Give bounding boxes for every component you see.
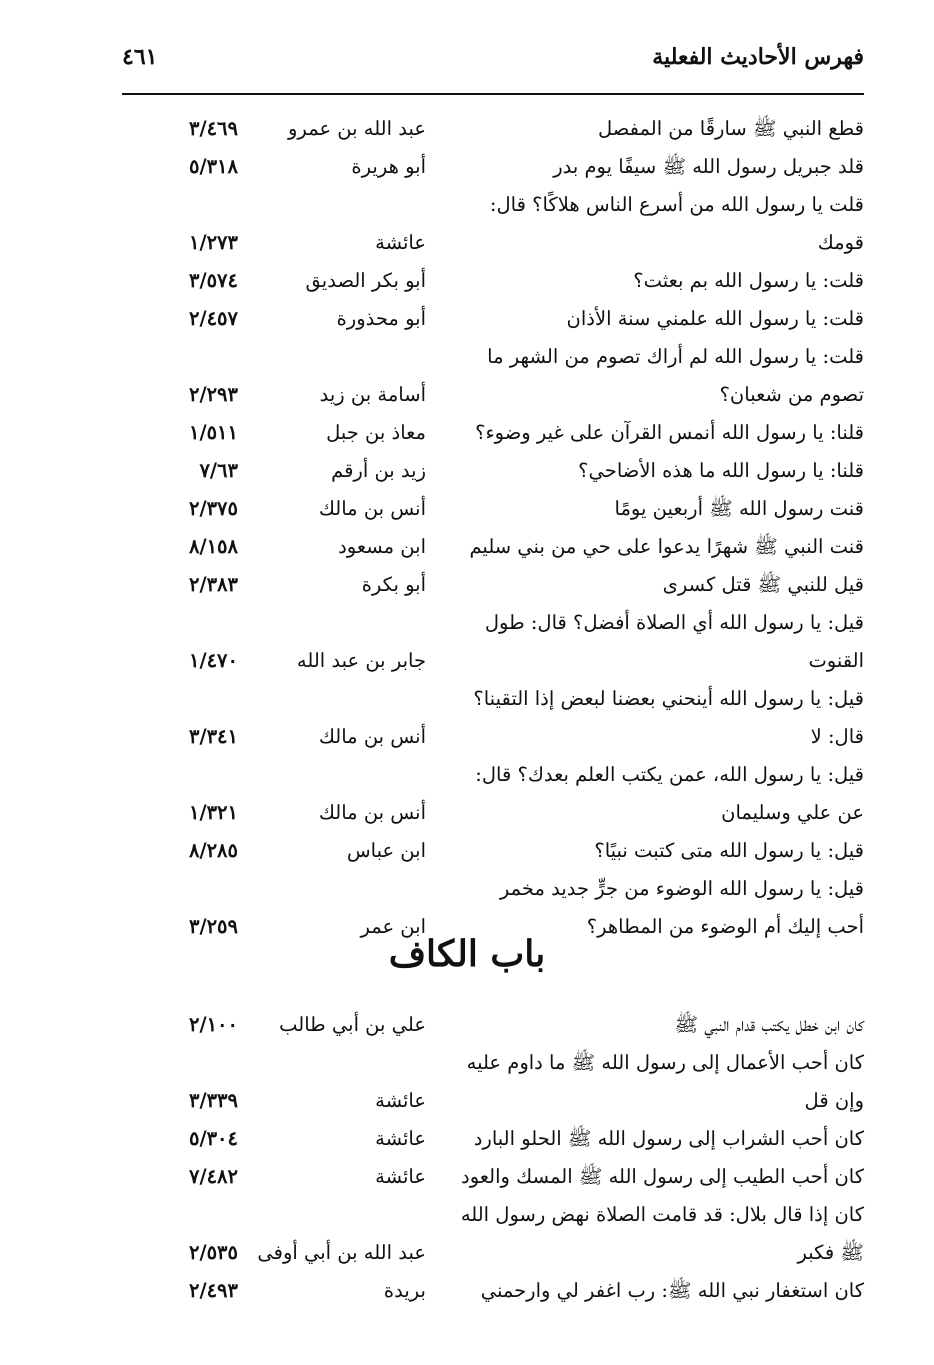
running-title: فهرس الأحاديث الفعلية <box>652 44 864 70</box>
index-entry-row <box>0 1006 934 1044</box>
narrator: أبو هريرة <box>351 155 426 178</box>
hadith-text: قومك <box>817 231 864 254</box>
hadith-text: قيل: يا رسول الله الوضوء من جرٍّ جديد مخمر <box>499 877 864 900</box>
narrator: عائشة <box>375 231 426 254</box>
volume-page-reference: ٢/١٠٠ <box>188 1013 238 1036</box>
index-entry-row <box>0 148 934 186</box>
index-entry-row <box>0 186 934 224</box>
index-entry-continuation <box>0 718 934 756</box>
hadith-text: قيل: يا رسول الله أينحني بعضنا لبعض إذا التقينا؟ <box>473 687 864 710</box>
section-title: باب الكاف <box>388 933 546 975</box>
volume-page-reference: ٢/٤٥٧ <box>188 307 238 330</box>
hadith-text: وإن قل <box>804 1089 864 1112</box>
hadith-text: قلت: يا رسول الله بم بعثت؟ <box>633 269 864 292</box>
index-entry-row <box>0 262 934 300</box>
hadith-text: قنت رسول الله ﷺ أربعين يومًا <box>614 497 864 520</box>
hadith-text: قال: لا <box>810 725 864 748</box>
index-entry-continuation <box>0 642 934 680</box>
hadith-text: عن علي وسليمان <box>721 801 864 824</box>
narrator: عائشة <box>375 1127 426 1150</box>
volume-page-reference: ٨/١٥٨ <box>188 535 238 558</box>
hadith-text: قلت: يا رسول الله علمني سنة الأذان <box>566 307 864 330</box>
index-entry-row <box>0 566 934 604</box>
volume-page-reference: ٥/٣٠٤ <box>188 1127 238 1150</box>
hadith-text: قلت يا رسول الله من أسرع الناس هلاكًا؟ قال: <box>489 193 864 216</box>
page-header <box>122 38 864 82</box>
hadith-text: قلنا: يا رسول الله ما هذه الأضاحي؟ <box>578 459 864 482</box>
narrator: أبو محذورة <box>336 307 426 330</box>
hadith-text: أحب إليك أم الوضوء من المطاهر؟ <box>586 915 864 938</box>
index-entry-row <box>0 338 934 376</box>
index-entry-row <box>0 452 934 490</box>
volume-page-reference: ١/٥١١ <box>188 421 238 444</box>
hadith-text: كان ابن خطل يكتب قدام النبي ﷺ <box>674 1013 864 1036</box>
hadith-text: كان استغفار نبي الله ﷺ: رب اغفر لي وارحمني <box>480 1279 864 1302</box>
volume-page-reference: ٢/٣٧٥ <box>188 497 238 520</box>
narrator: علي بن أبي طالب <box>279 1013 426 1036</box>
hadith-text: ﷺ فكبر <box>797 1241 864 1264</box>
narrator: بريدة <box>383 1279 426 1302</box>
volume-page-reference: ٣/٣٤١ <box>188 725 238 748</box>
index-entry-row <box>0 1044 934 1082</box>
index-entry-row <box>0 528 934 566</box>
page-number: ٤٦١ <box>122 44 158 70</box>
volume-page-reference: ٢/٤٩٣ <box>188 1279 238 1302</box>
narrator: أبو بكر الصديق <box>305 269 426 292</box>
narrator: أسامة بن زيد <box>319 383 426 406</box>
index-entry-row <box>0 1196 934 1234</box>
index-entry-row <box>0 490 934 528</box>
narrator: زيد بن أرقم <box>331 459 426 482</box>
hadith-text: القنوت <box>808 649 864 672</box>
index-entry-row <box>0 870 934 908</box>
narrator: ابن عباس <box>346 839 426 862</box>
index-entry-continuation <box>0 1234 934 1272</box>
narrator: عائشة <box>375 1165 426 1188</box>
index-entry-row <box>0 300 934 338</box>
volume-page-reference: ٥/٣١٨ <box>188 155 238 178</box>
index-entry-row <box>0 1120 934 1158</box>
volume-page-reference: ٣/٤٦٩ <box>188 117 238 140</box>
hadith-text: تصوم من شعبان؟ <box>719 383 864 406</box>
volume-page-reference: ٢/٢٩٣ <box>188 383 238 406</box>
narrator: عبد الله بن أبي أوفى <box>257 1241 426 1264</box>
index-entry-continuation <box>0 794 934 832</box>
hadith-text: قلد جبريل رسول الله ﷺ سيفًا يوم بدر <box>553 155 864 178</box>
narrator: جابر بن عبد الله <box>296 649 426 672</box>
narrator: أنس بن مالك <box>318 801 426 824</box>
volume-page-reference: ١/٢٧٣ <box>188 231 238 254</box>
hadith-text: قطع النبي ﷺ سارقًا من المفصل <box>597 117 864 140</box>
index-entry-row <box>0 756 934 794</box>
volume-page-reference: ٣/٥٧٤ <box>188 269 238 292</box>
volume-page-reference: ١/٣٢١ <box>188 801 238 824</box>
hadith-text: قيل: يا رسول الله، عمن يكتب العلم بعدك؟ قال: <box>475 763 864 786</box>
narrator: أنس بن مالك <box>318 725 426 748</box>
index-entry-row <box>0 414 934 452</box>
index-entry-row <box>0 1272 934 1310</box>
index-entry-row <box>0 832 934 870</box>
hadith-text: قيل للنبي ﷺ قتل كسرى <box>662 573 864 596</box>
narrator: عبد الله بن عمرو <box>288 117 426 140</box>
narrator: أنس بن مالك <box>318 497 426 520</box>
index-entry-continuation <box>0 224 934 262</box>
hadith-text: كان أحب الأعمال إلى رسول الله ﷺ ما داوم عليه <box>466 1051 864 1074</box>
volume-page-reference: ٣/٣٣٩ <box>188 1089 238 1112</box>
narrator: معاذ بن جبل <box>326 421 426 444</box>
index-entry-continuation <box>0 376 934 414</box>
narrator: ابن مسعود <box>338 535 426 558</box>
volume-page-reference: ٧/٤٨٢ <box>188 1165 238 1188</box>
volume-page-reference: ١/٤٧٠ <box>188 649 238 672</box>
header-rule <box>122 93 864 95</box>
volume-page-reference: ٢/٥٣٥ <box>188 1241 238 1264</box>
hadith-text: قلنا: يا رسول الله أنمس القرآن على غير وضوء؟ <box>475 421 864 444</box>
hadith-text: قيل: يا رسول الله أي الصلاة أفضل؟ قال: طول <box>484 611 864 634</box>
hadith-text: قلت: يا رسول الله لم أراك تصوم من الشهر ما <box>487 345 864 368</box>
narrator: أبو بكرة <box>361 573 426 596</box>
hadith-text: كان أحب الطيب إلى رسول الله ﷺ المسك والعود <box>461 1165 864 1188</box>
volume-page-reference: ٢/٣٨٣ <box>188 573 238 596</box>
hadith-text: قنت النبي ﷺ شهرًا يدعوا على حي من بني سليم <box>469 535 864 558</box>
hadith-text: كان أحب الشراب إلى رسول الله ﷺ الحلو البارد <box>473 1127 864 1150</box>
hadith-text: قيل: يا رسول الله متى كتبت نبيًا؟ <box>594 839 864 862</box>
hadith-text: كان إذا قال بلال: قد قامت الصلاة نهض رسول الله <box>460 1203 864 1226</box>
volume-page-reference: ٣/٢٥٩ <box>188 915 238 938</box>
index-entry-continuation <box>0 1082 934 1120</box>
narrator: عائشة <box>375 1089 426 1112</box>
index-entry-row <box>0 1158 934 1196</box>
index-entry-row <box>0 680 934 718</box>
volume-page-reference: ٨/٢٨٥ <box>188 839 238 862</box>
volume-page-reference: ٧/٦٣ <box>199 459 238 482</box>
index-entry-row <box>0 604 934 642</box>
index-entry-row <box>0 110 934 148</box>
narrator: ابن عمر <box>360 915 426 938</box>
